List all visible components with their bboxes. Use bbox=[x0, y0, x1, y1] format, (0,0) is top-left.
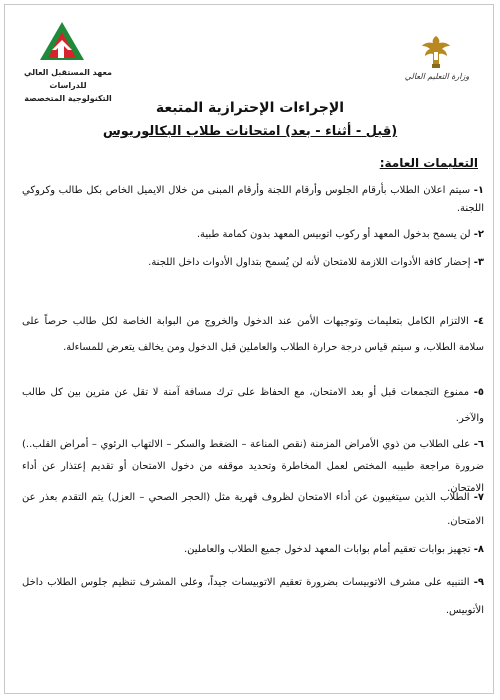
institute-name-line2: التكنولوجية المتخصصة bbox=[24, 94, 112, 103]
item-text: سيتم اعلان الطلاب بأرقام الجلوس وأرقام اللجنة وأرقام المبنى من خلال الايميل الخاص بكل طالب وكروكي اللجنة. bbox=[22, 185, 484, 214]
item-number: ٣- bbox=[473, 257, 484, 268]
item-number: ٢- bbox=[473, 229, 484, 240]
item-text: على الطلاب من ذوي الأمراض المزمنة (نقص المناعة – الضغط والسكر – الالتهاب الرئوي – أمراض القلب..) ضرورة مراجعة طبيبه المختص لعمل المخاطرة وتحديد موقفه من دخول الامتحان أو تقديم إعتذار عن أداء الامتحان. bbox=[22, 439, 484, 494]
item-number: ٩- bbox=[473, 577, 484, 588]
eagle-emblem-icon bbox=[421, 34, 451, 70]
item-number: ٥- bbox=[473, 387, 484, 398]
instruction-item bbox=[22, 182, 484, 218]
item-number: ٦- bbox=[473, 439, 484, 450]
item-number: ٧- bbox=[473, 492, 484, 503]
item-text: التنبيه على مشرف الاتوبيسات بضرورة تعقيم الاتوبيسات جيداً، وعلى المشرف تنظيم جلوس الطلاب داخل الأتوبيس. bbox=[22, 577, 484, 616]
instruction-item bbox=[22, 569, 484, 625]
item-text: ممنوع التجمعات قبل أو بعد الامتحان، مع الحفاظ على ترك مسافة آمنة لا تقل عن مترين بين كل طالب والآخر. bbox=[22, 387, 484, 424]
letterhead bbox=[0, 0, 500, 103]
item-number: ٨- bbox=[473, 544, 484, 555]
institute-logo-icon bbox=[38, 20, 86, 64]
item-text: تجهيز بوابات تعقيم أمام بوابات المعهد لدخول جميع الطلاب والعاملين. bbox=[183, 544, 474, 555]
instruction-item bbox=[22, 486, 484, 534]
section-heading: التعليمات العامة: bbox=[379, 156, 478, 170]
institute-name-line1: معهد المستقبل العالي للدراسات bbox=[24, 68, 112, 90]
instruction-item bbox=[22, 380, 484, 432]
item-text: لن يسمح بدخول المعهد أو ركوب اتوبيس المعهد بدون كمامة طبية. bbox=[196, 229, 474, 240]
instruction-item bbox=[22, 226, 484, 244]
item-number: ١- bbox=[473, 185, 484, 196]
document-title: الإجراءات الإحترازية المتبعة bbox=[155, 100, 345, 116]
item-text: الطلاب الذين سيتغيبون عن أداء الامتحان لظروف قهرية مثل (الحجر الصحي – العزل) يتم التقدم بعذر عن الامتحان. bbox=[22, 492, 484, 527]
instruction-item bbox=[22, 541, 484, 559]
ministry-name: وزارة التعليم العالي bbox=[404, 72, 470, 81]
item-text: إحضار كافة الأدوات اللازمة للامتحان لأنه لن يُسمح بتداول الأدوات داخل اللجنة. bbox=[148, 257, 474, 268]
instruction-item bbox=[22, 254, 484, 272]
document-subtitle: (قبل - أثناء - بعد) امتحانات طلاب البكالوريوس bbox=[102, 124, 398, 139]
item-text: الالتزام الكامل بتعليمات وتوجيهات الأمن عند الدخول والخروج من البوابة الخاصة لكل طالب حرصاً على سلامة الطلاب، و سيتم قياس درجة حرارة الطلاب والعاملين قبل الدخول ومن يخالف يتعرض للمساءلة. bbox=[22, 316, 484, 353]
item-number: ٤- bbox=[473, 316, 484, 327]
instruction-item bbox=[22, 309, 484, 361]
